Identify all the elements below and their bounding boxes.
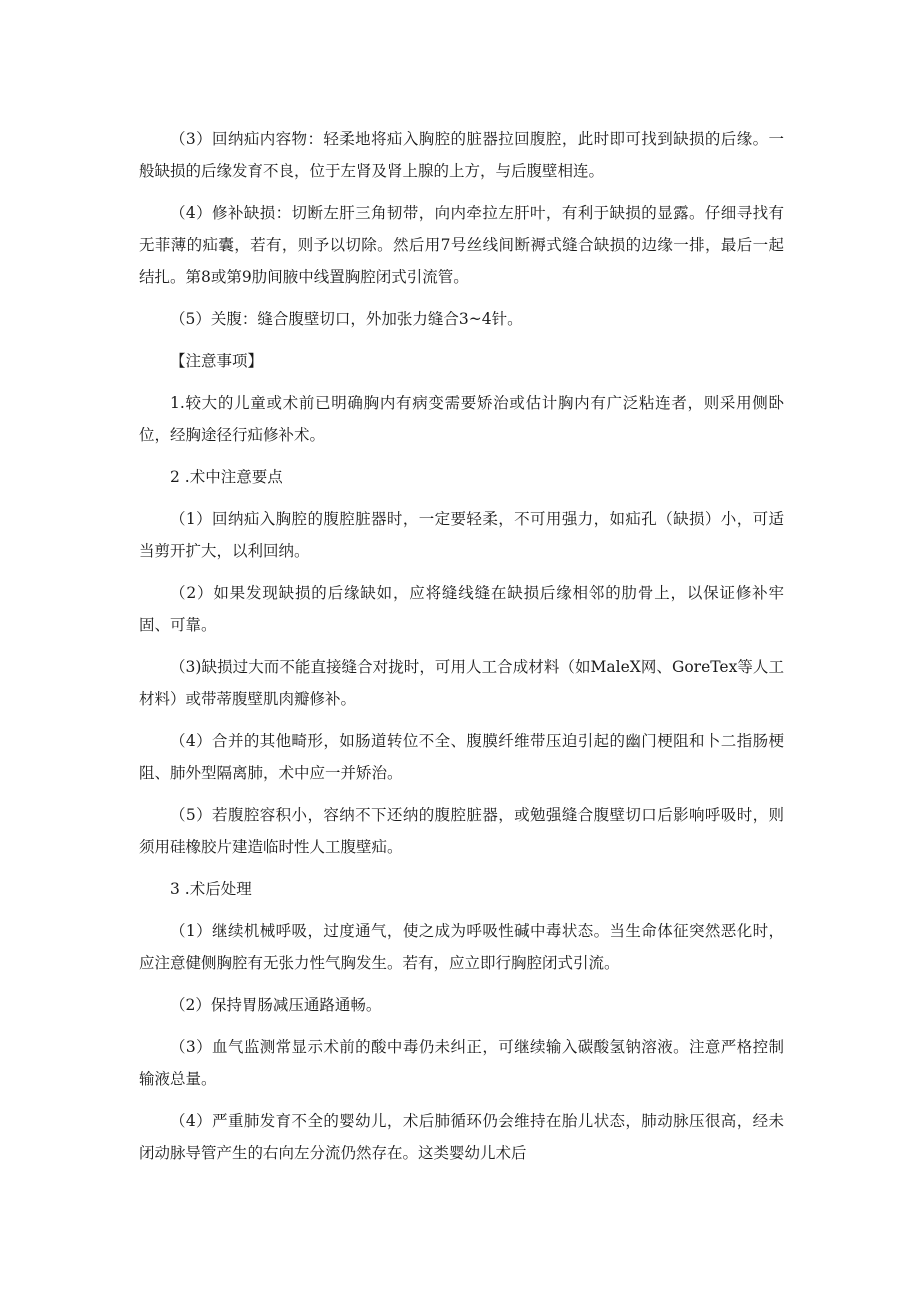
section-heading-notes: 【注意事项】 [170, 352, 264, 370]
paragraph-postop-4: （4）严重肺发育不全的婴幼儿，术后肺循环仍会维持在胎儿状态，肺动脉压很高，经未闭动脉导管产生的右向左分流仍然存在。这类婴幼儿术后 [139, 1112, 784, 1162]
paragraph-intraop-3: （3)缺损过大而不能直接缝合对拢时，可用人工合成材料（如MaleX网、GoreTex等人工材料）或带蒂腹壁肌肉瓣修补。 [139, 658, 784, 708]
paragraph-note-1: 1.较大的儿童或术前已明确胸内有病变需要矫治或估计胸内有广泛粘连者，则采用侧卧位，经胸途径行疝修补术。 [139, 394, 784, 444]
paragraph-intraop-2: （2）如果发现缺损的后缘缺如，应将缝线缝在缺损后缘相邻的肋骨上，以保证修补牢固、可靠。 [139, 584, 784, 634]
paragraph-postop-3: （3）血气监测常显示术前的酸中毒仍未纠正，可继续输入碳酸氢钠溶液。注意严格控制输液总量。 [139, 1038, 784, 1088]
section-heading-postop: 3 .术后处理 [170, 880, 252, 898]
paragraph-step-5: （5）关腹：缝合腹壁切口，外加张力缝合3~4针。 [170, 310, 523, 328]
section-heading-intraop: 2 .术中注意要点 [170, 468, 283, 486]
paragraph-postop-1: （1）继续机械呼吸，过度通气，使之成为呼吸性碱中毒状态。当生命体征突然恶化时，应注意健侧胸腔有无张力性气胸发生。若有，应立即行胸腔闭式引流。 [139, 922, 784, 972]
paragraph-intraop-4: （4）合并的其他畸形，如肠道转位不全、腹膜纤维带压迫引起的幽门梗阻和卜二指肠梗阻、肺外型隔离肺，术中应一并矫治。 [139, 732, 784, 782]
document-body [139, 123, 784, 1179]
paragraph-step-4: （4）修补缺损：切断左肝三角韧带，向内牵拉左肝叶，有利于缺损的显露。仔细寻找有无菲薄的疝囊，若有，则予以切除。然后用7号丝线间断褥式缝合缺损的边缘一排，最后一起结扎。第8或第9肋间腋中线置胸腔闭式引流管。 [139, 204, 784, 286]
paragraph-postop-2: （2）保持胃肠减压通路通畅。 [170, 996, 382, 1014]
paragraph-step-3: （3）回纳疝内容物：轻柔地将疝入胸腔的脏器拉回腹腔，此时即可找到缺损的后缘。一般缺损的后缘发育不良，位于左肾及肾上腺的上方，与后腹壁相连。 [139, 130, 784, 180]
paragraph-intraop-1: （1）回纳疝入胸腔的腹腔脏器时，一定要轻柔，不可用强力，如疝孔（缺损）小，可适当剪开扩大，以利回纳。 [139, 510, 784, 560]
paragraph-intraop-5: （5）若腹腔容积小，容纳不下还纳的腹腔脏器，或勉强缝合腹壁切口后影响呼吸时，则须用硅橡胶片建造临时性人工腹壁疝。 [139, 806, 784, 856]
